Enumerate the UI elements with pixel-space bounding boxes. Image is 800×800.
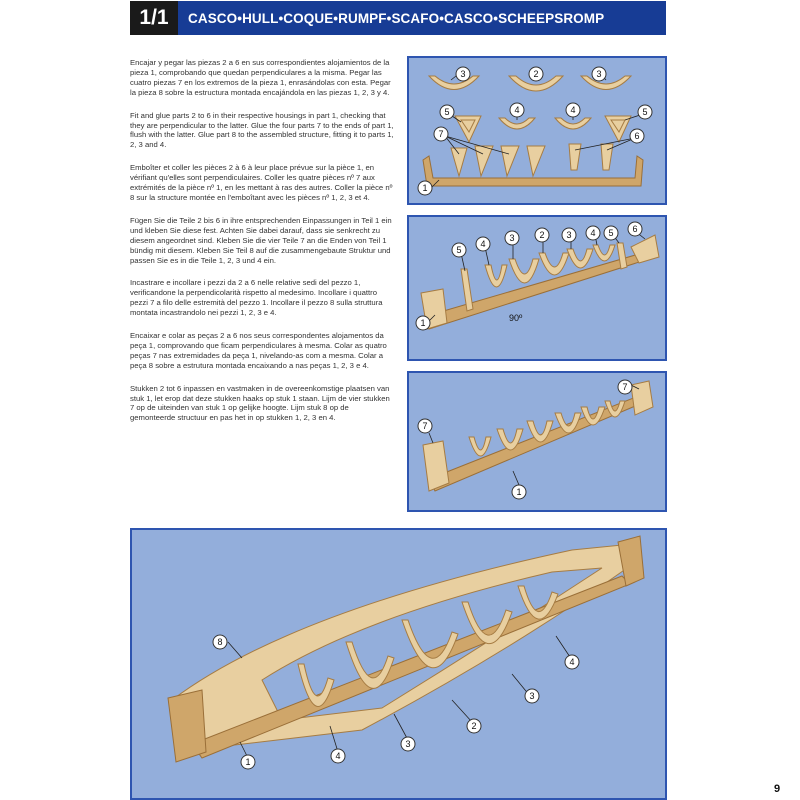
frame-part-6-left	[569, 144, 581, 170]
step-header	[130, 1, 666, 35]
svg-text:3: 3	[566, 230, 572, 240]
frame-3-left	[509, 259, 539, 283]
callout-4	[586, 226, 600, 240]
frame-4-right	[593, 245, 615, 261]
instruction-english: Fit and glue parts 2 to 6 in their respective housings in part 1, checking that they are perpendicular to the latter. Glue the four parts 7 to the ends of part 1, flush with the latter. Glue part 8 to the assembled structure, fitting it to parts 1, 2, 3 and 4.	[130, 110, 394, 150]
svg-text:5: 5	[642, 107, 648, 117]
callout-5	[604, 226, 618, 240]
callout-1	[418, 181, 432, 195]
bow-stem-7	[631, 381, 653, 415]
svg-text:4: 4	[480, 239, 486, 249]
svg-text:3: 3	[596, 69, 602, 79]
instruction-german: Fügen Sie die Teile 2 bis 6 in ihre entsprechenden Einpassungen in Teil 1 ein und kleben Sie diese fest. Achten Sie dabei darauf, dass sie senkrecht zu diesem angeordnet sind. Kleben Sie die vier Teile 7 an die Enden von Teil 1 bündig mit diesem. Kleben Sie Teil 8 auf die zusammengebaute Struktur und passen Sie es in die Teile 1, 2, 3 und 4 ein.	[130, 215, 392, 265]
svg-text:1: 1	[245, 757, 251, 767]
callout-5	[638, 105, 652, 119]
photo-completed-hull	[130, 528, 667, 800]
svg-text:6: 6	[634, 131, 640, 141]
callout-3	[505, 231, 519, 245]
svg-text:2: 2	[539, 230, 545, 240]
svg-text:1: 1	[422, 183, 428, 193]
photo-stem-pieces	[407, 371, 667, 512]
frame-2	[539, 253, 569, 275]
callout-3	[592, 67, 606, 81]
svg-text:3: 3	[405, 739, 411, 749]
page-number: 9	[774, 783, 781, 795]
instruction-french: Emboîter et coller les pièces 2 à 6 à leur place prévue sur la pièce 1, en vérifiant qu'elles sont perpendiculaires. Coller les quatre pièces nº 7 aux extrémités de la pièce nº 1, en les mettant à ras des autres. Coller la pièce nº 8 sur la structure montée en l'emboîtant avec les pièces nº 1, 2, 3 et 4.	[130, 163, 393, 202]
photo-loose-parts	[407, 56, 667, 205]
callout-1	[416, 316, 430, 330]
svg-text:5: 5	[444, 107, 450, 117]
parts-illustration	[409, 58, 665, 203]
callout-3	[525, 689, 539, 703]
svg-text:8: 8	[217, 637, 223, 647]
callout-4	[566, 103, 580, 117]
svg-text:5: 5	[608, 228, 614, 238]
callout-7	[618, 380, 632, 394]
frame-part-5-right	[605, 116, 631, 142]
callout-2	[529, 67, 543, 81]
svg-text:4: 4	[569, 657, 575, 667]
section-title: CASCO•HULL•COQUE•RUMPF•SCAFO•CASCO•SCHEEPSROMP	[178, 1, 666, 35]
frames-assembly-illustration	[409, 217, 665, 359]
instructions-column	[130, 58, 395, 436]
instruction-dutch: Stukken 2 tot 6 inpassen en vastmaken in de overeenkomstige plaatsen van stuk 1, let erop dat deze stukken haaks op stuk 1 staan. Lijm de vier stukken 7 op de uiteinden van stuk 1 op gelijke hoogte. Lijm stuk 8 op de gemonteerde structuur en pas het in op stukken 1, 2, 3 en 4.	[130, 383, 390, 423]
svg-text:7: 7	[422, 421, 428, 431]
svg-text:3: 3	[529, 691, 535, 701]
frame-part-5-left	[455, 116, 481, 142]
stem-part-7-b	[475, 146, 493, 176]
callout-4	[510, 103, 524, 117]
callout-5	[440, 105, 454, 119]
svg-text:4: 4	[570, 105, 576, 115]
photo-frames-on-keel	[407, 215, 667, 361]
callout-3	[562, 228, 576, 242]
step-number: 1/1	[130, 1, 178, 35]
instruction-italian: Incastrare e incollare i pezzi da 2 a 6 nelle relative sedi del pezzo 1, verificandone la perpendicolarità rispetto al medesimo. Incollare i quattro pezzi 7 a filo delle estremità del pezzo 1. Incollare il pezzo 8 sulla struttura montata incastrandolo nei pezzi 1, 2, 3 e 4.	[130, 278, 383, 318]
callout-4	[331, 749, 345, 763]
svg-text:1: 1	[516, 487, 522, 497]
callout-8	[213, 635, 227, 649]
frame-5-left	[461, 269, 473, 311]
callout-7	[418, 419, 432, 433]
callout-4	[565, 655, 579, 669]
svg-text:2: 2	[471, 721, 477, 731]
stem-part-7-c	[501, 146, 519, 176]
callout-5	[452, 243, 466, 257]
svg-text:5: 5	[456, 245, 462, 255]
frame-4-left	[485, 265, 507, 287]
angle-90-label: 90º	[509, 313, 523, 323]
stern-stem-7	[423, 441, 449, 491]
svg-text:3: 3	[460, 69, 466, 79]
frame-a	[469, 437, 491, 456]
keel-part-1	[429, 395, 647, 491]
callout-2	[535, 228, 549, 242]
callout-3	[456, 67, 470, 81]
callout-1	[241, 755, 255, 769]
instruction-spanish: Encajar y pegar las piezas 2 a 6 en sus correspondientes alojamientos de la pieza 1, comprobando que quedan perpendiculares a la misma. Pegar las cuatro piezas 7 en los extremos de la pieza 1, enrasándolas con esta. Pegar la pieza 8 sobre la estructura montada encajándola en las piezas 1, 2, 3 y 4.	[130, 58, 391, 97]
svg-text:4: 4	[590, 228, 596, 238]
frame-part-3-right	[581, 76, 631, 90]
callout-2	[467, 719, 481, 733]
svg-text:2: 2	[533, 69, 539, 79]
callout-4	[476, 237, 490, 251]
svg-text:4: 4	[335, 751, 341, 761]
callout-3	[401, 737, 415, 751]
hull-illustration	[132, 530, 665, 798]
callout-1	[512, 485, 526, 499]
stern-piece	[168, 690, 206, 762]
callout-6	[630, 129, 644, 143]
svg-text:4: 4	[514, 105, 520, 115]
stem-part-7-a	[451, 148, 467, 176]
frame-3-right	[567, 249, 593, 268]
instruction-portuguese: Encaixar e colar as peças 2 a 6 nos seus correspondentes alojamentos da peça 1, comprovando que ficam perpendiculares à mesma. Colar as quatro peças 7 nas extremidades da peça 1, nivelando-as com a mesma. Colar a peça 8 sobre a estrutura montada encaixando a nas peças 1, 2, 3 e 4.	[130, 331, 387, 370]
svg-text:3: 3	[509, 233, 515, 243]
svg-text:7: 7	[438, 129, 444, 139]
stem-assembly-illustration	[409, 373, 665, 510]
callout-7	[434, 127, 448, 141]
stem-part-7-d	[527, 146, 545, 176]
svg-text:6: 6	[632, 224, 638, 234]
callout-6	[628, 222, 642, 236]
svg-text:7: 7	[622, 382, 628, 392]
svg-text:1: 1	[420, 318, 426, 328]
